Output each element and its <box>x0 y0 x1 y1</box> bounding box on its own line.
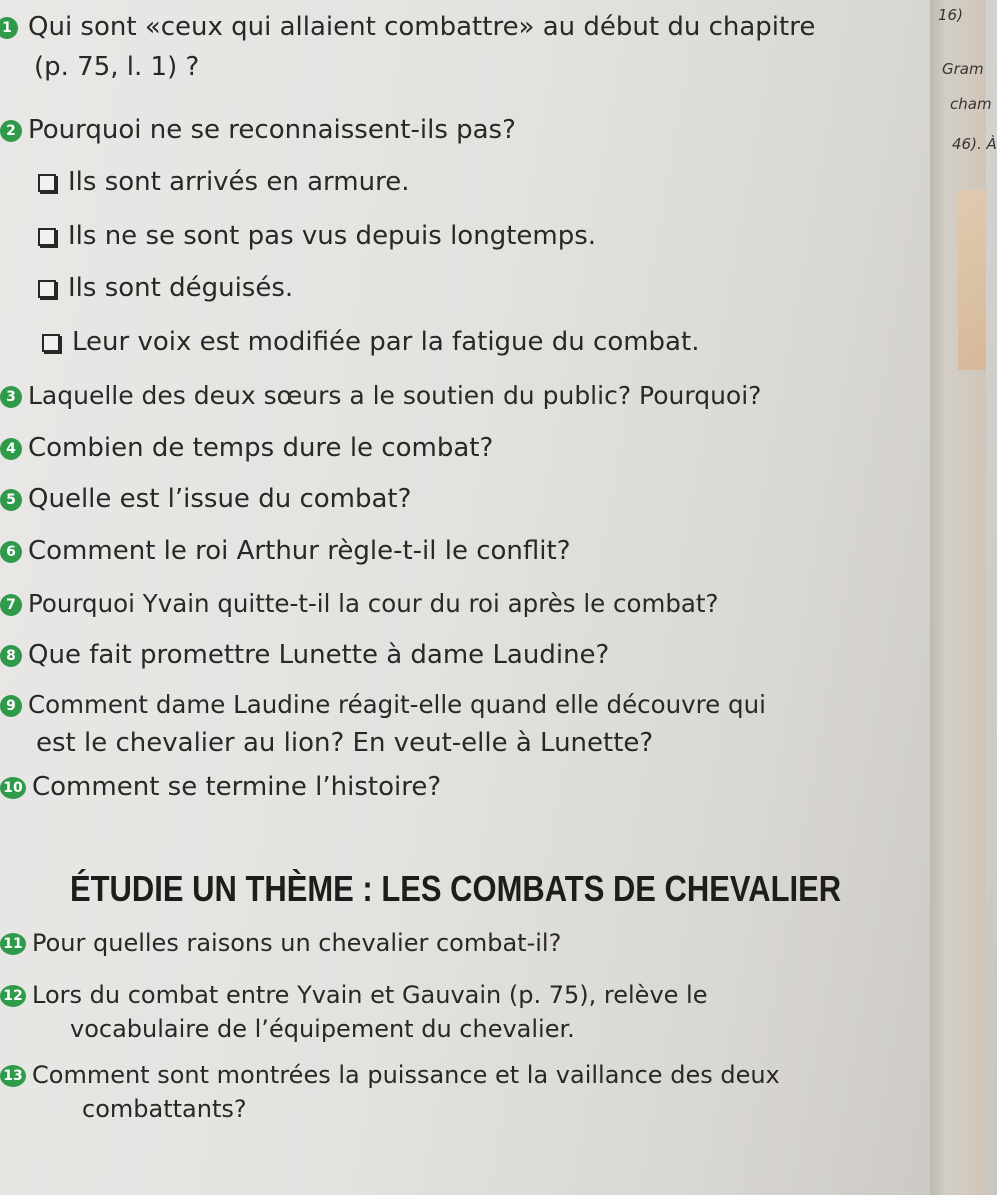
checkbox-icon[interactable] <box>42 334 60 352</box>
question-text: Lors du combat entre Yvain et Gauvain (p. 75), relève le <box>32 981 708 1009</box>
question-text: Pourquoi ne se reconnaissent-ils pas? <box>28 115 516 145</box>
question-13 <box>0 1060 780 1091</box>
question-1 <box>0 12 815 43</box>
question-text: Pour quelles raisons un chevalier combat-il? <box>32 929 562 957</box>
question-3 <box>0 380 761 411</box>
number-badge: 13 <box>0 1065 26 1087</box>
number-badge: 9 <box>0 695 22 717</box>
question-text: Combien de temps dure le combat? <box>28 433 494 463</box>
question-1-continuation: (p. 75, l. 1) ? <box>34 52 200 82</box>
option-label: Ils sont arrivés en armure. <box>68 167 410 197</box>
number-badge: 8 <box>0 645 22 667</box>
question-text: Quelle est l’issue du combat? <box>28 484 412 514</box>
question-9-continuation: est le chevalier au lion? En veut-elle à Lunette? <box>36 728 654 758</box>
number-badge: 5 <box>0 489 22 511</box>
number-badge: 1 <box>0 17 18 39</box>
question-4 <box>0 433 493 464</box>
question-text: Que fait promettre Lunette à dame Laudine? <box>28 640 610 670</box>
question-12-continuation: vocabulaire de l’équipement du chevalier. <box>70 1015 575 1043</box>
number-badge: 6 <box>0 541 22 563</box>
checkbox-icon[interactable] <box>38 280 56 298</box>
question-6 <box>0 536 571 567</box>
question-8 <box>0 640 609 671</box>
question-13-continuation: combattants? <box>82 1095 247 1123</box>
question-text: Comment dame Laudine réagit-elle quand elle découvre qui <box>28 690 766 719</box>
option-label: Ils sont déguisés. <box>68 273 294 303</box>
question-text: Pourquoi Yvain quitte-t-il la cour du roi après le combat? <box>28 589 719 618</box>
margin-color-strip <box>958 190 986 370</box>
question-2 <box>0 115 516 146</box>
checkbox-icon[interactable] <box>38 228 56 246</box>
option-checkbox-2[interactable] <box>38 221 596 252</box>
option-label: Leur voix est modifiée par la fatigue du combat. <box>72 327 700 357</box>
question-7 <box>0 588 719 619</box>
number-badge: 11 <box>0 933 26 955</box>
margin-fragment: 46). À <box>952 135 997 153</box>
question-text: Laquelle des deux sœurs a le soutien du public? Pourquoi? <box>28 381 762 410</box>
number-badge: 3 <box>0 386 22 408</box>
question-9 <box>0 689 766 720</box>
question-text: Comment le roi Arthur règle-t-il le conflit? <box>28 536 571 566</box>
option-checkbox-4[interactable] <box>42 327 699 358</box>
page-margin <box>930 0 997 1195</box>
question-11 <box>0 928 561 959</box>
question-text: Qui sont «ceux qui allaient combattre» au début du chapitre <box>28 12 816 42</box>
question-5 <box>0 484 411 515</box>
option-checkbox-1[interactable] <box>38 167 409 198</box>
checkbox-icon[interactable] <box>38 174 56 192</box>
question-10 <box>0 772 441 803</box>
number-badge: 2 <box>0 120 22 142</box>
number-badge: 7 <box>0 594 22 616</box>
margin-fragment: Gram <box>942 60 984 78</box>
question-text: Comment se termine l’histoire? <box>32 772 442 802</box>
question-text: Comment sont montrées la puissance et la vaillance des deux <box>32 1061 780 1089</box>
option-checkbox-3[interactable] <box>38 273 293 304</box>
number-badge: 10 <box>0 777 26 799</box>
number-badge: 12 <box>0 985 26 1007</box>
margin-fragment: 16) <box>938 6 963 24</box>
question-12 <box>0 980 707 1011</box>
number-badge: 4 <box>0 438 22 460</box>
section-title: ÉTUDIE UN THÈME : LES COMBATS DE CHEVALIER <box>70 868 842 909</box>
margin-fragment: cham <box>950 95 992 113</box>
option-label: Ils ne se sont pas vus depuis longtemps. <box>68 221 597 251</box>
